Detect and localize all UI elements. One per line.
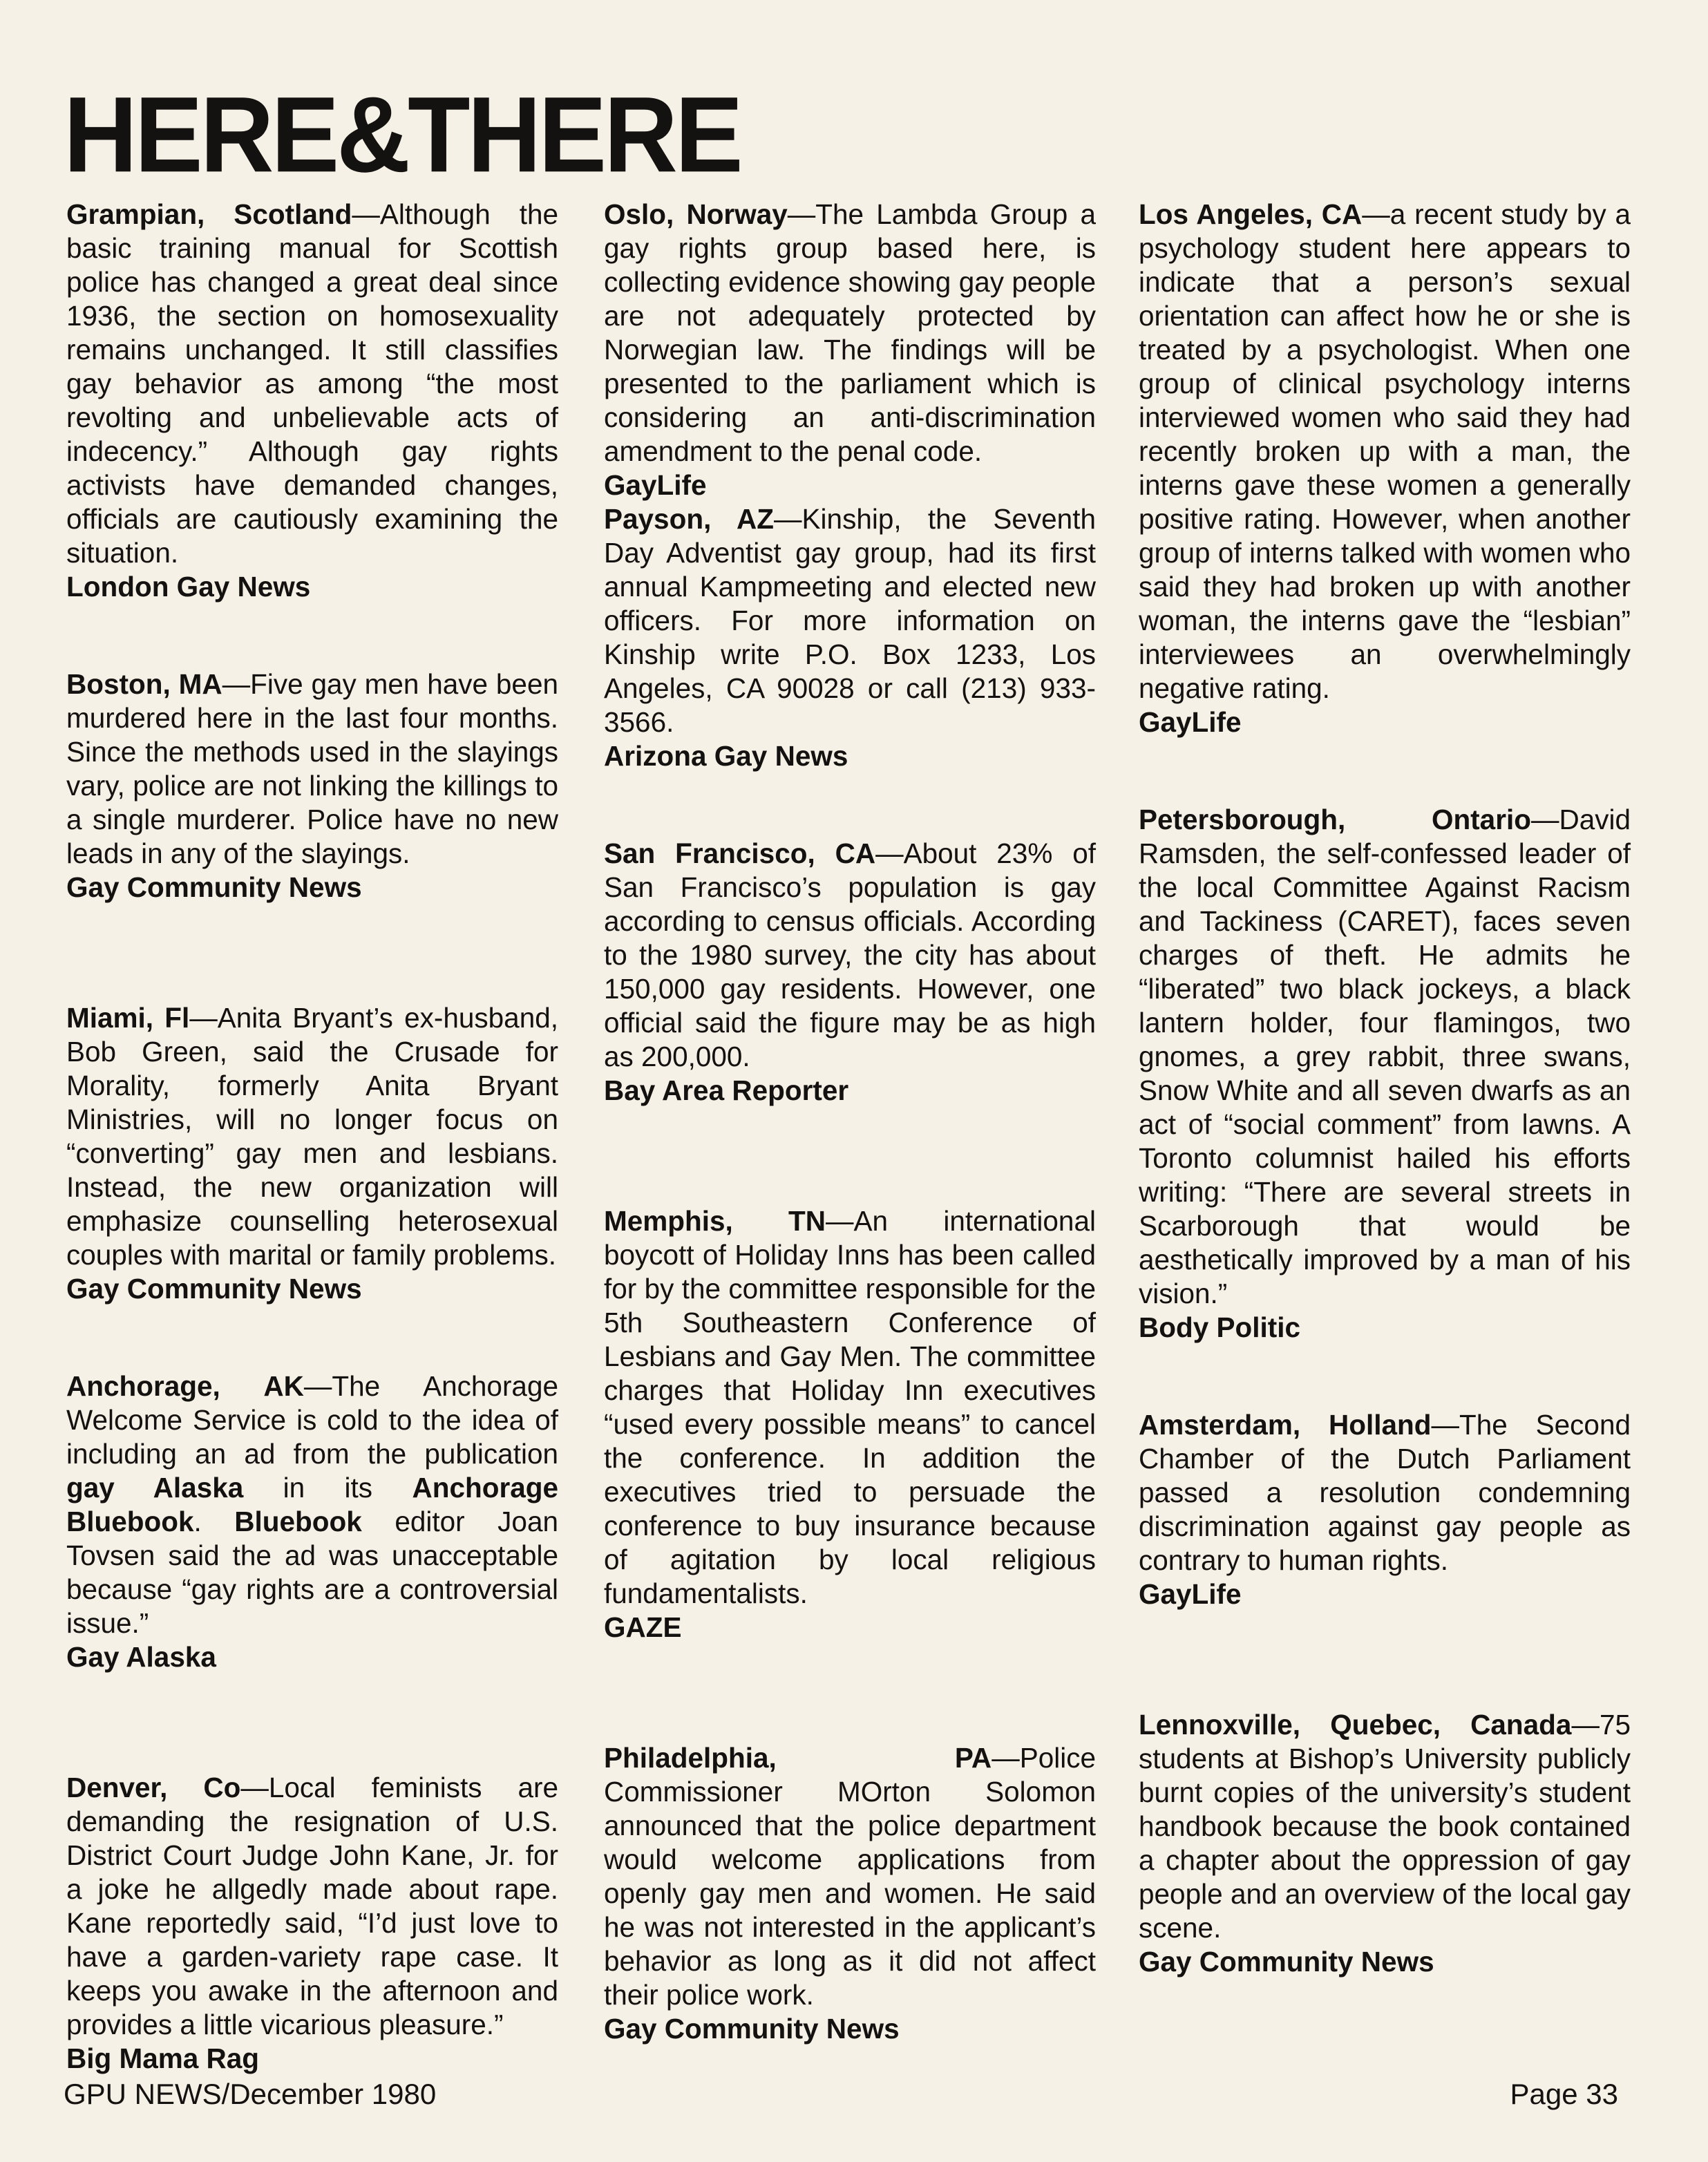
- news-source: GayLife: [1139, 1578, 1242, 1610]
- column-2: [604, 198, 1096, 2046]
- news-body: Five gay men have been murdered here in the last four months. Since the methods used in the slayings vary, police are not linking the killings to a single murderer. Police have no new leads in any of the slayings.: [66, 668, 559, 869]
- news-source: Body Politic: [1139, 1311, 1301, 1343]
- news-place: Payson, AZ: [604, 503, 775, 535]
- news-body: Kinship, the Seventh Day Adventist gay group, had its first annual Kampmeeting and elected new officers. For more information on Kinship write P.O. Box 1233, Los Angeles, CA 90028 or call (213) 933-3566.: [604, 503, 1096, 738]
- news-text: Grampian, Scotland—Although the basic training manual for Scottish police has changed a great deal since 1936, the section on homosexuality remains unchanged. It still classifies gay behavior as among “the most revolting and unbelievable acts of indecency.” Although gay rights activists have demanded changes, officials are cautiously examining the situation.: [66, 198, 559, 569]
- news-item: [604, 1741, 1096, 2046]
- news-body: The Lambda Group a gay rights group based here, is collecting evidence showing gay people are not adequately protected by Norwegian law. The findings will be presented to the parliament which is considering an anti-discrimination amendment to the penal code.: [604, 198, 1096, 467]
- news-text: Los Angeles, CA—a recent study by a psychology student here appears to indicate that a person’s sexual orientation can affect how he or she is treated by a psychologist. When one group of clinical psychology interns interviewed women who said they had recently broken up with a man, the interns gave these women a generally positive rating. However, when another group of interns talked with women who said they had broken up with another woman, the interns gave the “lesbian” interviewees an overwhelmingly negative rating.: [1139, 198, 1631, 704]
- news-source: Gay Community News: [66, 1273, 362, 1305]
- footer-publication: GPU NEWS/December 1980: [64, 2078, 437, 2110]
- news-body: An international boycott of Holiday Inns has been called for by the committee responsible for the 5th Southeastern Conference of Lesbians and Gay Men. The committee charges that Holiday Inn executives “used every possible means” to cancel the conference. In addition the executives tried to persuade the conference to buy insurance because of agitation by local religious fundamentalists.: [604, 1205, 1096, 1609]
- news-item: [66, 1369, 558, 1674]
- publication-name: Bluebook: [234, 1506, 362, 1537]
- publication-name: Anchorage Bluebook: [66, 1472, 558, 1537]
- news-text: Philadelphia, PA—Police Commissioner MOrton Solomon announced that the police department would welcome applications from openly gay men and women. He said he was not interested in the applicant’s behavior as long as it did not affect their police work.: [604, 1742, 1096, 2011]
- news-place: Anchorage, AK: [66, 1370, 304, 1402]
- news-source: Gay Community News: [1139, 1946, 1434, 1978]
- column-1: [66, 198, 558, 2076]
- news-source: Arizona Gay News: [604, 740, 848, 772]
- news-place: Miami, Fl: [66, 1002, 190, 1034]
- news-place: Lennoxville, Quebec, Canada: [1139, 1709, 1572, 1741]
- news-source: GAZE: [604, 1611, 682, 1643]
- news-place: Philadelphia, PA: [604, 1742, 992, 1774]
- news-text: Memphis, TN—An international boycott of Holiday Inns has been called for by the committee responsible for the 5th Southeastern Conference of Lesbians and Gay Men. The committee charges that Holiday Inn executives “used every possible means” to cancel the conference. In addition the executives tried to persuade the conference to buy insurance because of agitation by local religious fundamentalists.: [604, 1205, 1096, 1609]
- news-body: in its: [283, 1472, 373, 1504]
- news-place: Amsterdam, Holland: [1139, 1409, 1432, 1441]
- news-text: Denver, Co—Local feminists are demanding the resignation of U.S. District Court Judge John Kane, Jr. for a joke he allgedly made about rape. Kane reportedly said, “I’d just love to have a garden-variety rape case. It keeps you awake in the afternoon and provides a little vicarious pleasure.”: [66, 1772, 558, 2040]
- news-source: Big Mama Rag: [66, 2042, 260, 2074]
- publication-name: gay Alaska: [66, 1472, 244, 1504]
- news-text: Boston, MA—Five gay men have been murdered here in the last four months. Since the methods used in the slayings vary, police are not linking the killings to a single murderer. Police have no new leads in any of the slayings.: [66, 668, 559, 869]
- news-item: [66, 1001, 558, 1306]
- news-source: London Gay News: [66, 571, 311, 603]
- news-body: Local feminists are demanding the resignation of U.S. District Court Judge John Kane, Jr. for a joke he allgedly made about rape. Kane reportedly said, “I’d just love to have a garden-variety rape case. It keeps you awake in the afternoon and provides a little vicarious pleasure.”: [66, 1772, 558, 2040]
- news-text: Lennoxville, Quebec, Canada—75 students at Bishop’s University publicly burnt copies of the university’s student handbook because the book contained a chapter about the oppression of gay people and an overview of the local gay scene.: [1139, 1709, 1631, 1944]
- news-body: a recent study by a psychology student here appears to indicate that a person’s sexual orientation can affect how he or she is treated by a psychologist. When one group of clinical psychology interns interviewed women who said they had recently broken up with a man, the interns gave these women a generally positive rating. However, when another group of interns talked with women who said they had broken up with another woman, the interns gave the “lesbian” interviewees an overwhelmingly negative rating.: [1139, 198, 1631, 704]
- news-place: San Francisco, CA: [604, 837, 876, 869]
- news-source: Bay Area Reporter: [604, 1074, 849, 1106]
- news-body: David Ramsden, the self-confessed leader of the local Committee Against Racism and Tackiness (CARET), faces seven charges of theft. He admits he “liberated” two black jockeys, a black lantern holder, four flamingos, two gnomes, a grey rabbit, three swans, Snow White and all seven dwarfs as an act of “social comment” from lawns. A Toronto columnist hailed his efforts writing: “There are several streets in Scarborough that would be aesthetically improved by a man of his vision.”: [1139, 804, 1631, 1309]
- news-text: San Francisco, CA—About 23% of San Francisco’s population is gay according to census officials. According to the 1980 survey, the city has about 150,000 gay residents. However, one official said the figure may be as high as 200,000.: [604, 837, 1096, 1072]
- footer-page-number: Page 33: [1510, 2078, 1618, 2110]
- news-text: Anchorage, AK—The Anchorage Welcome Service is cold to the idea of including an ad from the publication gay Alaska in its Anchorage Bluebook. Bluebook editor Joan Tovsen said the ad was unacceptable because “gay rights are a controversial issue.”: [66, 1370, 558, 1639]
- news-item: [1139, 803, 1631, 1345]
- news-body: The Second Chamber of the Dutch Parliament passed a resolution condemning discrimination against gay people as contrary to human rights.: [1139, 1409, 1631, 1576]
- news-source: GayLife: [1139, 706, 1242, 738]
- column-3: [1139, 198, 1631, 1979]
- news-body: Police Commissioner MOrton Solomon announced that the police department would welcome applications from openly gay men and women. He said he was not interested in the applicant’s behavior as long as it did not affect their police work.: [604, 1742, 1096, 2011]
- news-text: Payson, AZ—Kinship, the Seventh Day Adventist gay group, had its first annual Kampmeeting and elected new officers. For more information on Kinship write P.O. Box 1233, Los Angeles, CA 90028 or call (213) 933-3566.: [604, 503, 1096, 738]
- news-place: Denver, Co: [66, 1772, 241, 1803]
- news-body: About 23% of San Francisco’s population is gay according to census officials. According to the 1980 survey, the city has about 150,000 gay residents. However, one official said the figure may be as high as 200,000.: [604, 837, 1096, 1072]
- news-item: [604, 1204, 1096, 1644]
- news-place: Oslo, Norway: [604, 198, 788, 230]
- news-item: [604, 198, 1096, 502]
- news-source: Gay Community News: [66, 871, 362, 903]
- news-place: Boston, MA: [66, 668, 222, 700]
- news-item: [66, 1771, 558, 2076]
- news-item: [1139, 1708, 1631, 1979]
- news-place: Petersborough, Ontario: [1139, 804, 1531, 835]
- masthead-title: HERE&THERE: [64, 75, 741, 195]
- news-place: Memphis, TN: [604, 1205, 826, 1237]
- news-text: Miami, Fl—Anita Bryant’s ex-husband, Bob Green, said the Crusade for Morality, formerly Anita Bryant Ministries, will no longer focus on “converting” gay men and lesbians. Instead, the new organization will emphasize counselling heterosexual couples with marital or family problems.: [66, 1002, 558, 1271]
- news-place: Grampian, Scotland: [66, 198, 352, 230]
- news-text: Amsterdam, Holland—The Second Chamber of the Dutch Parliament passed a resolution condemning discrimination against gay people as contrary to human rights.: [1139, 1409, 1631, 1576]
- news-body: Although the basic training manual for Scottish police has changed a great deal since 1936, the section on homosexuality remains unchanged. It still classifies gay behavior as among “the most revolting and unbelievable acts of indecency.” Although gay rights activists have demanded changes, officials are cautiously examining the situation.: [66, 198, 559, 569]
- news-text: Oslo, Norway—The Lambda Group a gay rights group based here, is collecting evidence showing gay people are not adequately protected by Norwegian law. The findings will be presented to the parliament which is considering an anti-discrimination amendment to the penal code.: [604, 198, 1096, 467]
- news-place: Los Angeles, CA: [1139, 198, 1363, 230]
- news-item: [66, 667, 558, 904]
- news-body: Anita Bryant’s ex-husband, Bob Green, said the Crusade for Morality, formerly Anita Bryant Ministries, will no longer focus on “converting” gay men and lesbians. Instead, the new organization will emphasize counselling heterosexual couples with marital or family problems.: [66, 1002, 558, 1271]
- news-item: [66, 198, 558, 604]
- news-text: Petersborough, Ontario—David Ramsden, the self-confessed leader of the local Committee Against Racism and Tackiness (CARET), faces seven charges of theft. He admits he “liberated” two black jockeys, a black lantern holder, four flamingos, two gnomes, a grey rabbit, three swans, Snow White and all seven dwarfs as an act of “social comment” from lawns. A Toronto columnist hailed his efforts writing: “There are several streets in Scarborough that would be aesthetically improved by a man of his vision.”: [1139, 804, 1631, 1309]
- news-source: Gay Community News: [604, 2013, 900, 2045]
- news-body: The Anchorage Welcome Service is cold to the idea of including an ad from the publication: [66, 1370, 558, 1470]
- news-source: Gay Alaska: [66, 1641, 216, 1673]
- news-item: [1139, 198, 1631, 739]
- news-body: 75 students at Bishop’s University publicly burnt copies of the university’s student handbook because the book contained a chapter about the oppression of gay people and an overview of the local gay scene.: [1139, 1709, 1631, 1944]
- news-item: [604, 502, 1096, 773]
- news-body: editor Joan Tovsen said the ad was unacceptable because “gay rights are a controversial issue.”: [66, 1506, 558, 1639]
- news-source: GayLife: [604, 469, 707, 501]
- news-item: [604, 837, 1096, 1108]
- news-item: [1139, 1408, 1631, 1611]
